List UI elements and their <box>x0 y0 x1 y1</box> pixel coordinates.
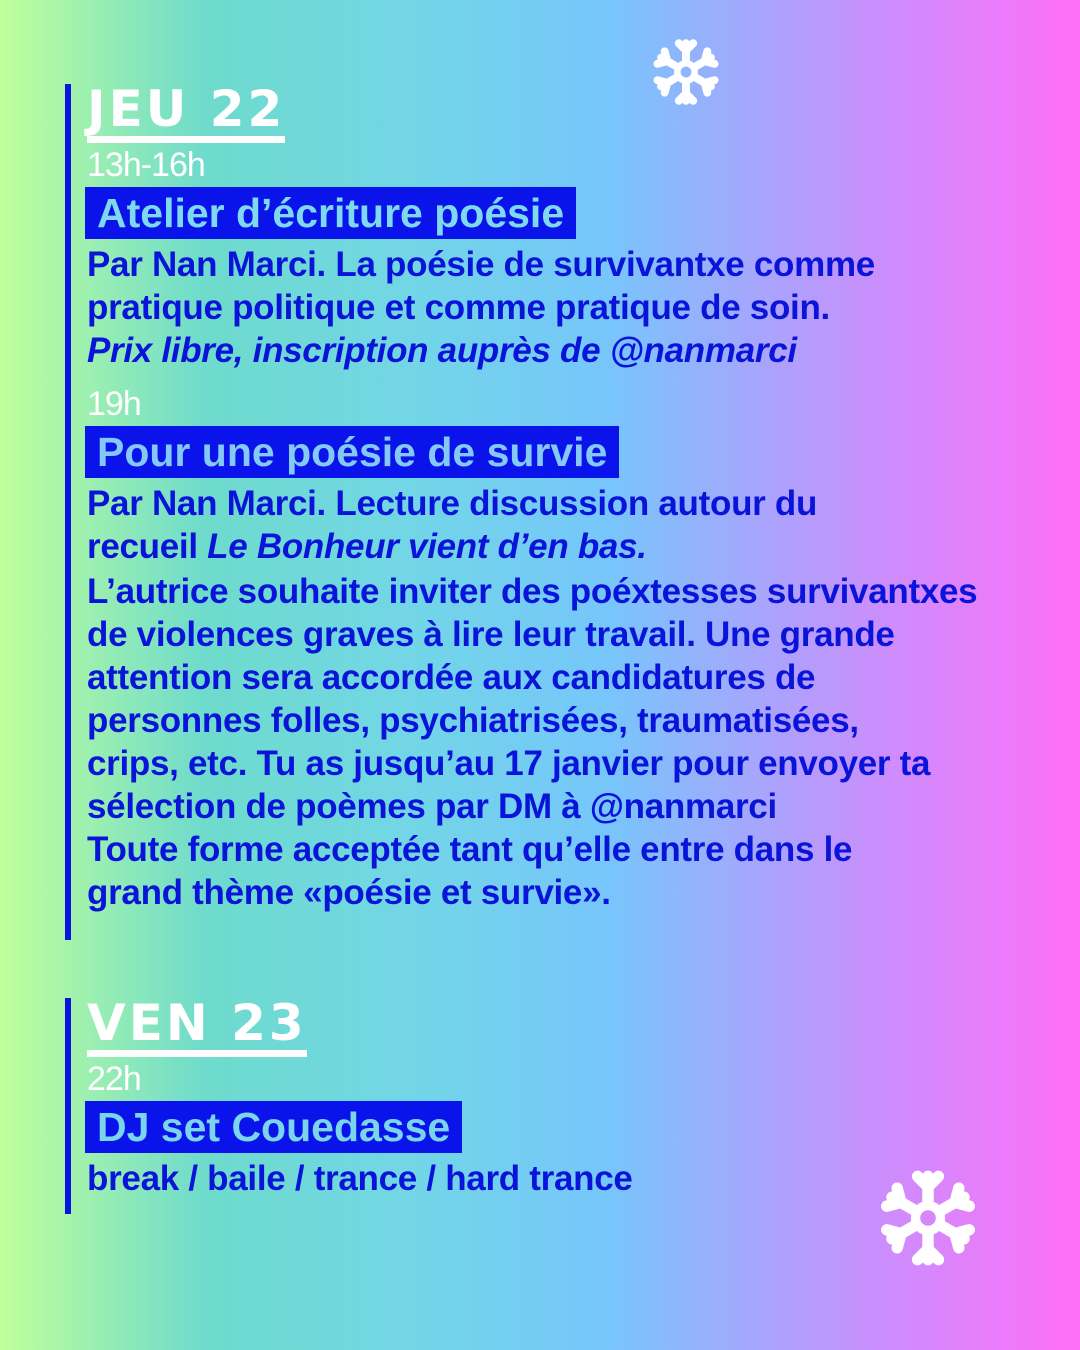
day-section-thursday <box>65 80 978 940</box>
day-heading: VEN 23 <box>87 998 307 1057</box>
event-description <box>87 243 977 372</box>
event-time: 22h <box>87 1060 141 1098</box>
body-line: attention sera accordée aux candidatures de <box>87 658 816 697</box>
event-description <box>87 482 977 568</box>
day-section-friday <box>65 994 633 1214</box>
event-genres: break / baile / trance / hard trance <box>87 1159 633 1198</box>
event-title: Atelier d’écriture poésie <box>85 187 576 239</box>
body-line: Toute forme acceptée tant qu’elle entre dans le <box>87 830 853 869</box>
day-heading: JEU 22 <box>87 84 285 143</box>
body-line: sélection de poèmes par DM à @nanmarci <box>87 787 777 826</box>
event-title: Pour une poésie de survie <box>85 426 619 478</box>
book-title: Le Bonheur vient d’en bas. <box>207 527 647 566</box>
event-call-for-submissions <box>87 570 977 914</box>
snowflake-icon <box>876 1166 980 1270</box>
body-line: crips, etc. Tu as jusqu’au 17 janvier pour envoyer ta <box>87 744 931 783</box>
description-line: Par Nan Marci. Lecture discussion autour du <box>87 484 818 523</box>
body-line: L’autrice souhaite inviter des poéxtesses survivantxes <box>87 572 978 611</box>
body-line: de violences graves à lire leur travail. Une grande <box>87 615 895 654</box>
event-time: 13h-16h <box>87 146 205 184</box>
body-line: grand thème «poésie et survie». <box>87 873 611 912</box>
description-line: Par Nan Marci. La poésie de survivantxe comme <box>87 245 875 284</box>
description-line: pratique politique et comme pratique de soin. <box>87 288 830 327</box>
event-title: DJ set Couedasse <box>85 1101 462 1153</box>
price-info: Prix libre, inscription auprès de @nanmarci <box>87 331 797 370</box>
description-text: recueil <box>87 527 208 566</box>
description-line <box>87 525 977 568</box>
event-time: 19h <box>87 385 141 423</box>
body-line: personnes folles, psychiatrisées, traumatisées, <box>87 701 859 740</box>
